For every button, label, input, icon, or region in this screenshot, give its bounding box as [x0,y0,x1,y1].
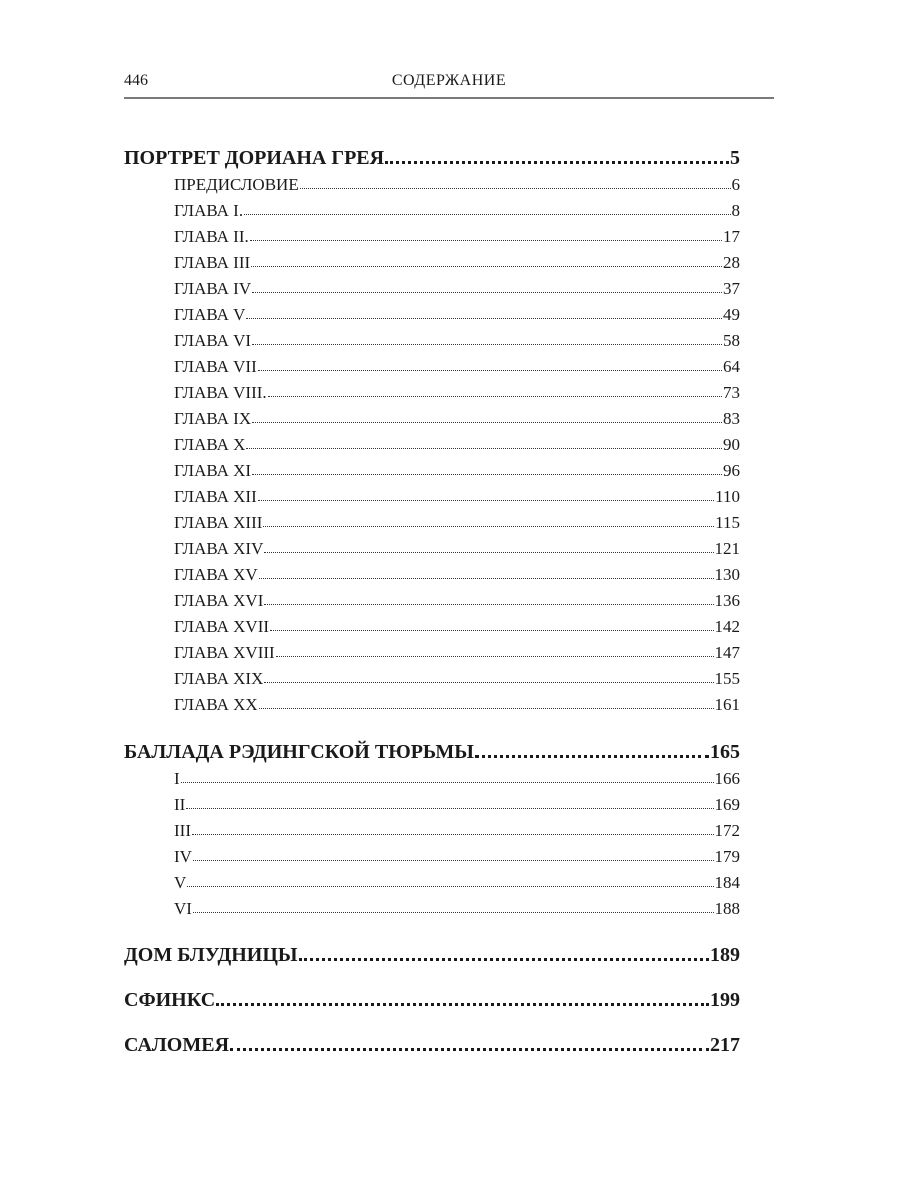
toc-item[interactable] [174,461,740,481]
toc-entry-sphinx[interactable] [124,989,740,1012]
toc-item[interactable] [174,617,740,637]
dot-leader [270,630,713,631]
toc-item-label: ГЛАВА XII [174,487,257,506]
toc-item-page: 115 [715,513,740,532]
toc-item-page: 64 [723,357,740,376]
toc-item[interactable] [174,253,740,273]
toc-item-label: ГЛАВА XVIII [174,643,275,662]
toc-item[interactable] [174,331,740,351]
toc-item-page: 37 [723,279,740,298]
toc-item-label: ГЛАВА XIX [174,669,264,688]
dot-leader [299,958,709,961]
toc-item-label: ГЛАВА XVI [174,591,264,610]
header-rule [124,97,774,99]
dot-leader [263,526,714,527]
toc-entry-title: СФИНКС [124,989,216,1011]
dot-leader [244,214,730,215]
dot-leader [268,396,722,397]
toc-item-page: 110 [715,487,740,506]
toc-item-page: 188 [714,899,740,918]
dot-leader [475,755,709,758]
dot-leader [193,860,714,861]
toc-item[interactable] [174,383,740,403]
toc-entry-title: БАЛЛАДА РЭДИНГСКОЙ ТЮРЬМЫ [124,741,474,763]
toc-item[interactable] [174,175,740,195]
toc-item-page: 172 [714,821,740,840]
toc-item[interactable] [174,821,740,841]
toc-item-page: 73 [723,383,740,402]
dot-leader [193,912,714,913]
dot-leader [276,656,714,657]
toc-item[interactable] [174,695,740,715]
running-head [124,70,774,96]
dot-leader [230,1048,709,1051]
toc-item[interactable] [174,643,740,663]
dot-leader [258,500,714,501]
toc-item-label: ГЛАВА I. [174,201,244,220]
toc-item-page: 161 [714,695,740,714]
toc-item-page: 96 [723,461,740,480]
toc-item[interactable] [174,769,740,789]
toc-entry-title: ПОРТРЕТ ДОРИАНА ГРЕЯ [124,147,385,169]
toc-item-label: ГЛАВА XIII [174,513,263,532]
dot-leader [300,188,731,189]
toc-item[interactable] [174,539,740,559]
toc-item-page: 184 [714,873,740,892]
toc-entry-page: 199 [710,989,740,1011]
dot-leader [187,886,713,887]
dot-leader [385,161,729,164]
toc-item-label: ГЛАВА X [174,435,246,454]
toc-item-label: ГЛАВА II. [174,227,249,246]
toc-item-label: ГЛАВА V [174,305,246,324]
dot-leader [216,1003,709,1006]
toc-item-page: 179 [714,847,740,866]
toc-item[interactable] [174,435,740,455]
toc-item-label: IV [174,847,192,866]
toc-item-page: 58 [723,331,740,350]
toc-item[interactable] [174,227,740,247]
toc-item[interactable] [174,357,740,377]
dot-leader [259,708,714,709]
toc-item-label: ГЛАВА VIII. [174,383,267,402]
toc-item[interactable] [174,591,740,611]
toc-item-label: ГЛАВА VI [174,331,252,350]
toc-item-page: 130 [714,565,740,584]
dot-leader [252,422,722,423]
toc-item-label: ГЛАВА XVII [174,617,270,636]
toc-entry-page: 217 [710,1034,740,1056]
dot-leader [250,240,722,241]
toc-entry-harlot[interactable] [124,944,740,967]
toc-item[interactable] [174,565,740,585]
toc-item-label: II [174,795,186,814]
toc-item-page: 17 [723,227,740,246]
toc-item-page: 49 [723,305,740,324]
dot-leader [258,370,722,371]
toc-item-page: 83 [723,409,740,428]
toc-item[interactable] [174,409,740,429]
toc-item-label: ГЛАВА XX [174,695,258,714]
toc-item[interactable] [174,795,740,815]
toc-item-page: 169 [714,795,740,814]
toc-item-label: III [174,821,191,840]
toc-item-page: 166 [714,769,740,788]
toc-entry-page: 189 [710,944,740,966]
running-title: СОДЕРЖАНИЕ [391,72,507,89]
toc-item-page: 142 [714,617,740,636]
toc-entry-page: 165 [710,741,740,763]
toc-item-page: 8 [731,201,740,220]
toc-entry-title: САЛОМЕЯ [124,1034,230,1056]
dot-leader [264,552,713,553]
toc-item-label: ГЛАВА IV [174,279,252,298]
toc-item[interactable] [174,899,740,919]
toc-item-label: ГЛАВА IX [174,409,252,428]
toc-item-page: 28 [723,253,740,272]
dot-leader [181,782,714,783]
toc-item-label: ГЛАВА XIV [174,539,264,558]
toc-item[interactable] [174,513,740,533]
dot-leader [252,474,722,475]
dot-leader [264,682,713,683]
dot-leader [259,578,714,579]
toc-entry-page: 5 [730,147,740,169]
toc-item-label: V [174,873,187,892]
toc-item-page: 121 [714,539,740,558]
toc-entry-ballad[interactable] [124,741,740,764]
toc-item[interactable] [174,847,740,867]
dot-leader [192,834,714,835]
dot-leader [246,318,722,319]
toc-item-label: ГЛАВА XV [174,565,258,584]
dot-leader [186,808,713,809]
toc-entry-salome[interactable] [124,1034,740,1057]
dot-leader [252,344,722,345]
toc-entry-title: ДОМ БЛУДНИЦЫ [124,944,298,966]
toc-item-label: VI [174,899,192,918]
toc-item-label: ГЛАВА VII [174,357,257,376]
toc-item-page: 90 [723,435,740,454]
toc-item-page: 147 [714,643,740,662]
toc-item[interactable] [174,279,740,299]
toc-entry-dorian-gray[interactable] [124,147,740,170]
page-number: 446 [124,72,148,89]
dot-leader [252,292,722,293]
toc-item[interactable] [174,873,740,893]
toc-item[interactable] [174,305,740,325]
toc-item-label: I [174,769,180,788]
toc-item-page: 6 [731,175,740,194]
toc-item-label: ГЛАВА XI [174,461,252,480]
toc-item[interactable] [174,669,740,689]
toc-item-label: ПРЕДИСЛОВИЕ [174,175,299,194]
dot-leader [246,448,722,449]
dot-leader [264,604,713,605]
dot-leader [251,266,722,267]
toc-item[interactable] [174,487,740,507]
toc-item-page: 155 [714,669,740,688]
toc-item[interactable] [174,201,740,221]
toc-item-page: 136 [714,591,740,610]
toc-item-label: ГЛАВА III [174,253,251,272]
